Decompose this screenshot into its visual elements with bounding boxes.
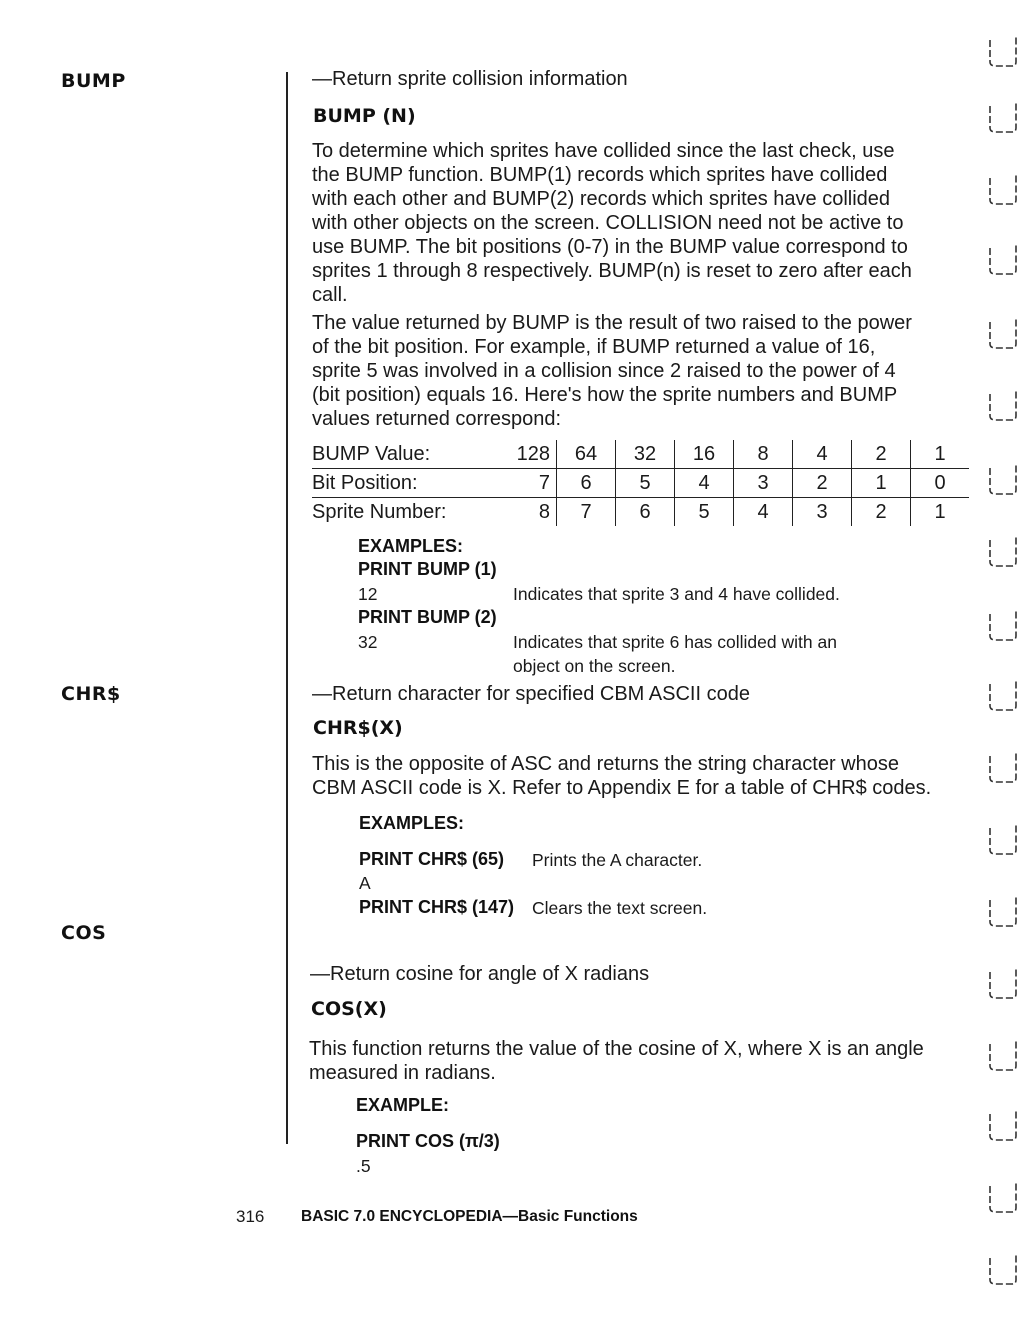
bump-example-2-description-cont: object on the screen. bbox=[513, 656, 676, 676]
bump-syntax: BUMP (N) bbox=[313, 105, 416, 127]
table-cell: 7 bbox=[498, 469, 557, 498]
cos-subtitle: —Return cosine for angle of X radians bbox=[310, 963, 650, 985]
table-cell: 5 bbox=[675, 498, 734, 527]
chrs-example-2-command: PRINT CHR$ (147) bbox=[359, 897, 515, 917]
table-cell: 4 bbox=[734, 498, 793, 527]
table-cell: 1 bbox=[911, 440, 970, 469]
text-line: sprites 1 through 8 respectively. BUMP(n) is reset to zero after each bbox=[312, 260, 912, 282]
table-cell: 16 bbox=[675, 440, 734, 469]
chrs-subtitle: —Return character for specified CBM ASCII code bbox=[312, 683, 750, 705]
text-line: values returned correspond: bbox=[312, 408, 562, 430]
table-cell: 3 bbox=[734, 469, 793, 498]
bump-example-2-command: PRINT BUMP (2) bbox=[358, 607, 497, 627]
section-label-cos: COS bbox=[61, 922, 107, 944]
text-line: The value returned by BUMP is the result of two raised to the power bbox=[312, 312, 912, 334]
text-line: This is the opposite of ASC and returns the string character whose bbox=[312, 753, 899, 775]
text-line: CBM ASCII code is X. Refer to Appendix E for a table of CHR$ codes. bbox=[312, 777, 932, 799]
chrs-paragraph bbox=[312, 752, 931, 800]
table-cell: 1 bbox=[911, 498, 970, 527]
table-cell: 1 bbox=[852, 469, 911, 498]
bump-examples-heading: EXAMPLES: bbox=[358, 536, 464, 556]
binder-hole-icon bbox=[986, 170, 1018, 208]
binder-hole-icon bbox=[986, 748, 1018, 786]
bump-example-2-description: Indicates that sprite 6 has collided with an bbox=[513, 632, 837, 652]
table-cell: 2 bbox=[793, 469, 852, 498]
binder-hole-icon bbox=[986, 892, 1018, 930]
bump-paragraph-2 bbox=[312, 311, 912, 431]
text-line: with each other and BUMP(2) records which sprites have collided bbox=[312, 188, 891, 210]
table-cell: 128 bbox=[498, 440, 557, 469]
binder-hole-icon bbox=[986, 386, 1018, 424]
binder-hole-icon bbox=[986, 1178, 1018, 1216]
table-row-label: BUMP Value: bbox=[312, 440, 498, 469]
text-line: call. bbox=[312, 284, 348, 306]
table-cell: 4 bbox=[793, 440, 852, 469]
binder-hole-icon bbox=[986, 820, 1018, 858]
column-divider bbox=[286, 72, 288, 1144]
binder-hole-icon bbox=[986, 314, 1018, 352]
table-row bbox=[312, 498, 969, 527]
cos-syntax: COS(X) bbox=[311, 998, 387, 1020]
bump-example-1-description: Indicates that sprite 3 and 4 have collided. bbox=[513, 584, 840, 604]
table-cell: 8 bbox=[734, 440, 793, 469]
table-cell: 6 bbox=[616, 498, 675, 527]
cos-paragraph bbox=[309, 1037, 924, 1085]
text-line: (bit position) equals 16. Here's how the sprite numbers and BUMP bbox=[312, 384, 898, 406]
chrs-example-1-output: A bbox=[359, 873, 371, 893]
table-cell: 0 bbox=[911, 469, 970, 498]
binder-hole-icon bbox=[986, 1106, 1018, 1144]
table-row bbox=[312, 469, 969, 498]
section-label-bump: BUMP bbox=[61, 70, 126, 92]
table-cell: 32 bbox=[616, 440, 675, 469]
text-line: To determine which sprites have collided since the last check, use bbox=[312, 140, 895, 162]
section-label-chrs: CHR$ bbox=[61, 683, 121, 705]
chrs-example-1-description: Prints the A character. bbox=[532, 850, 703, 870]
table-cell: 4 bbox=[675, 469, 734, 498]
table-cell: 5 bbox=[616, 469, 675, 498]
text-line: with other objects on the screen. COLLISION need not be active to bbox=[312, 212, 904, 234]
chrs-examples-heading: EXAMPLES: bbox=[359, 813, 465, 833]
bump-paragraph-1 bbox=[312, 139, 912, 307]
text-line: the BUMP function. BUMP(1) records which sprites have collided bbox=[312, 164, 888, 186]
table-cell: 3 bbox=[793, 498, 852, 527]
table-cell: 6 bbox=[557, 469, 616, 498]
chrs-example-1-command: PRINT CHR$ (65) bbox=[359, 849, 505, 869]
binder-hole-icon bbox=[986, 606, 1018, 644]
binder-hole-icon bbox=[986, 532, 1018, 570]
text-line: sprite 5 was involved in a collision since 2 raised to the power of 4 bbox=[312, 360, 896, 382]
text-line: measured in radians. bbox=[309, 1062, 496, 1084]
bump-value-table bbox=[312, 440, 969, 526]
binder-hole-icon bbox=[986, 460, 1018, 498]
cos-example-output: .5 bbox=[356, 1156, 371, 1176]
bump-example-2-output: 32 bbox=[358, 632, 378, 652]
binder-hole-icon bbox=[986, 676, 1018, 714]
table-cell: 2 bbox=[852, 440, 911, 469]
page-number: 316 bbox=[236, 1207, 265, 1226]
bump-subtitle: —Return sprite collision information bbox=[312, 68, 628, 90]
footer-title: BASIC 7.0 ENCYCLOPEDIA—Basic Functions bbox=[301, 1208, 638, 1225]
chrs-example-2-description: Clears the text screen. bbox=[532, 898, 708, 918]
table-row-label: Sprite Number: bbox=[312, 500, 447, 523]
binder-hole-icon bbox=[986, 964, 1018, 1002]
cos-example-heading: EXAMPLE: bbox=[356, 1095, 450, 1115]
binder-hole-icon bbox=[986, 1250, 1018, 1288]
table-cell: 64 bbox=[557, 440, 616, 469]
table-row-label: Bit Position: bbox=[312, 469, 498, 498]
text-line: of the bit position. For example, if BUMP returned a value of 16, bbox=[312, 336, 876, 358]
bump-example-1-command: PRINT BUMP (1) bbox=[358, 559, 497, 579]
binder-hole-icon bbox=[986, 98, 1018, 136]
binder-hole-icon bbox=[986, 1036, 1018, 1074]
table-cell: 8 bbox=[538, 500, 550, 523]
binder-hole-icon bbox=[986, 240, 1018, 278]
binder-hole-icon bbox=[986, 32, 1018, 70]
table-cell: 7 bbox=[557, 498, 616, 527]
table-row bbox=[312, 440, 969, 469]
table-cell: 2 bbox=[852, 498, 911, 527]
text-line: This function returns the value of the cosine of X, where X is an angle bbox=[309, 1038, 924, 1060]
text-line: use BUMP. The bit positions (0-7) in the BUMP value correspond to bbox=[312, 236, 908, 258]
bump-example-1-output: 12 bbox=[358, 584, 378, 604]
cos-example-command: PRINT COS (π/3) bbox=[356, 1131, 500, 1151]
chrs-syntax: CHR$(X) bbox=[313, 717, 403, 739]
